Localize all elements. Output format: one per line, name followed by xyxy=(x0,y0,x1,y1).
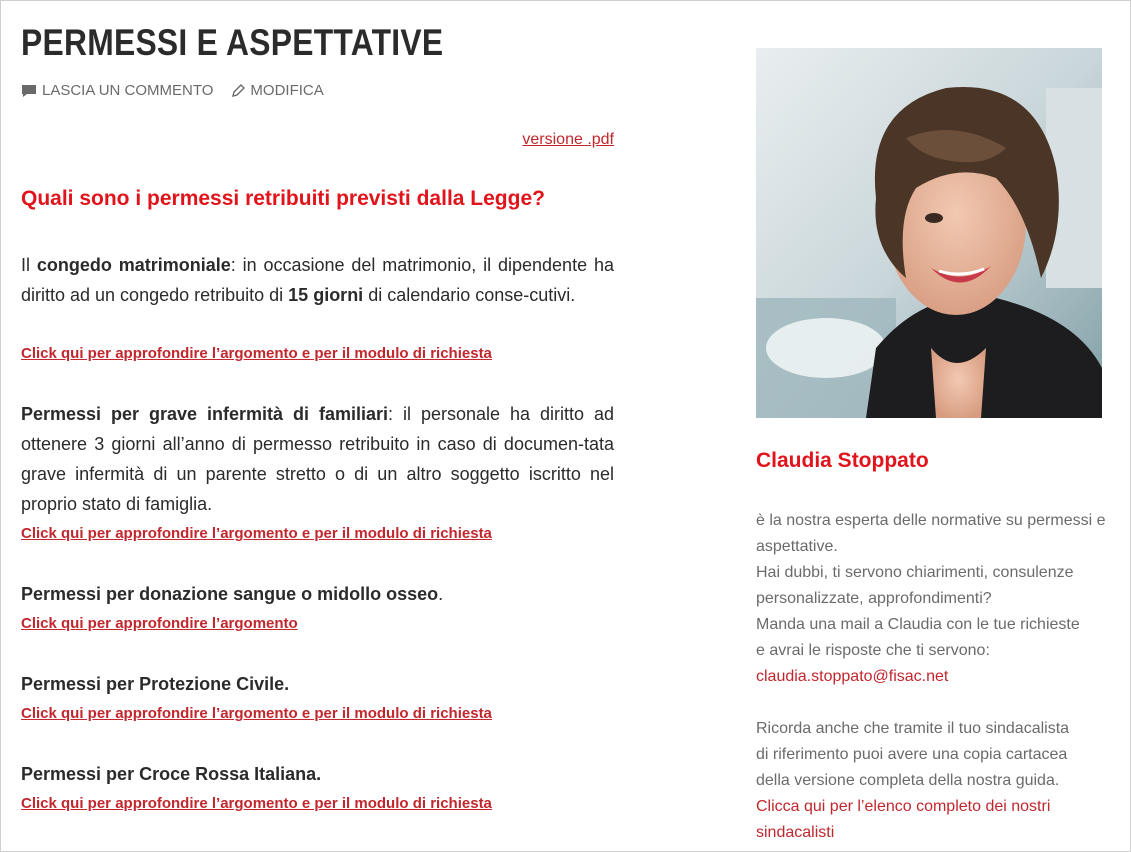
sindacalisti-link-text[interactable]: Clicca qui per l’elenco completo dei nostri sindacalisti xyxy=(756,798,1051,841)
paragraph-bold: congedo matrimoniale xyxy=(36,255,231,275)
paragraph-donazione xyxy=(21,579,614,609)
paragraph-text: : il personale ha diritto ad ottenere 3 giorni all’anno di permesso retribuito in caso di documen-tata grave infermità di un parente stretto o di un altro soggetto iscritto nel proprio stato di famiglia. xyxy=(21,404,614,514)
edit-label: MODIFICA xyxy=(250,82,324,99)
leave-comment-label: LASCIA UN COMMENTO xyxy=(42,82,214,99)
section-heading: Quali sono i permessi retribuiti previsti dalla Legge? xyxy=(21,187,545,210)
paragraph-bold: Permessi per Croce Rossa Italiana. xyxy=(21,764,322,784)
paragraph-text: . xyxy=(438,584,444,604)
paragraph-protezione-civile xyxy=(21,669,614,699)
sidebar-line: Hai dubbi, ti servono chiarimenti, consulenze xyxy=(756,564,1074,581)
sidebar-line: e avrai le risposte che ti servono: xyxy=(756,642,990,659)
paragraph-text: di calendario conse-cutivi. xyxy=(363,285,576,305)
sidebar-line: della versione completa della nostra guida. xyxy=(756,772,1060,789)
paragraph-bold: Permessi per grave infermità di familiari xyxy=(21,404,389,424)
sidebar-line: personalizzate, approfondimenti? xyxy=(756,590,992,607)
post-meta xyxy=(21,82,342,99)
paragraph-congedo xyxy=(21,250,614,310)
pencil-icon xyxy=(231,84,245,98)
expert-intro: è la nostra esperta delle normative su permessi e aspettative. xyxy=(756,512,1106,555)
paragraph-bold: 15 giorni xyxy=(288,285,364,305)
expert-email-link[interactable] xyxy=(756,664,1116,690)
paragraph-text: : in occasione del matrimonio, il dipendente ha diritto ad un congedo retribuito di xyxy=(21,255,614,305)
details-link-infermita[interactable]: Click qui per approfondire l’argomento e per il modulo di richiesta xyxy=(21,525,492,542)
page-title: PERMESSI E ASPETTATIVE xyxy=(21,22,444,63)
leave-comment-link[interactable] xyxy=(21,82,213,99)
paragraph-infermita xyxy=(21,399,614,519)
details-link-congedo[interactable]: Click qui per approfondire l’argomento e per il modulo di richiesta xyxy=(21,345,492,362)
paragraph-croce-rossa xyxy=(21,759,614,789)
paragraph-bold: Permessi per donazione sangue o midollo osseo xyxy=(21,584,439,604)
details-link-croce-rossa[interactable]: Click qui per approfondire l’argomento e per il modulo di richiesta xyxy=(21,795,492,812)
expert-email[interactable]: claudia.stoppato@fisac.net xyxy=(756,668,949,685)
pdf-version-link[interactable]: versione .pdf xyxy=(522,131,614,148)
sindacalisti-list-link[interactable] xyxy=(756,794,1076,846)
speech-bubble-icon xyxy=(21,84,37,98)
sidebar-line: Manda una mail a Claudia con le tue richieste xyxy=(756,616,1080,633)
sidebar-line: Ricorda anche che tramite il tuo sindacalista xyxy=(756,720,1070,737)
edit-link[interactable] xyxy=(231,82,323,99)
paragraph-bold: Permessi per Protezione Civile. xyxy=(21,674,290,694)
paragraph-text: Il xyxy=(21,255,37,275)
sidebar-line: di riferimento puoi avere una copia cartacea xyxy=(756,746,1068,763)
expert-photo xyxy=(756,48,1102,418)
details-link-donazione[interactable]: Click qui per approfondire l’argomento xyxy=(21,615,298,632)
details-link-protezione-civile[interactable]: Click qui per approfondire l’argomento e per il modulo di richiesta xyxy=(21,705,492,722)
expert-name: Claudia Stoppato xyxy=(756,449,929,472)
